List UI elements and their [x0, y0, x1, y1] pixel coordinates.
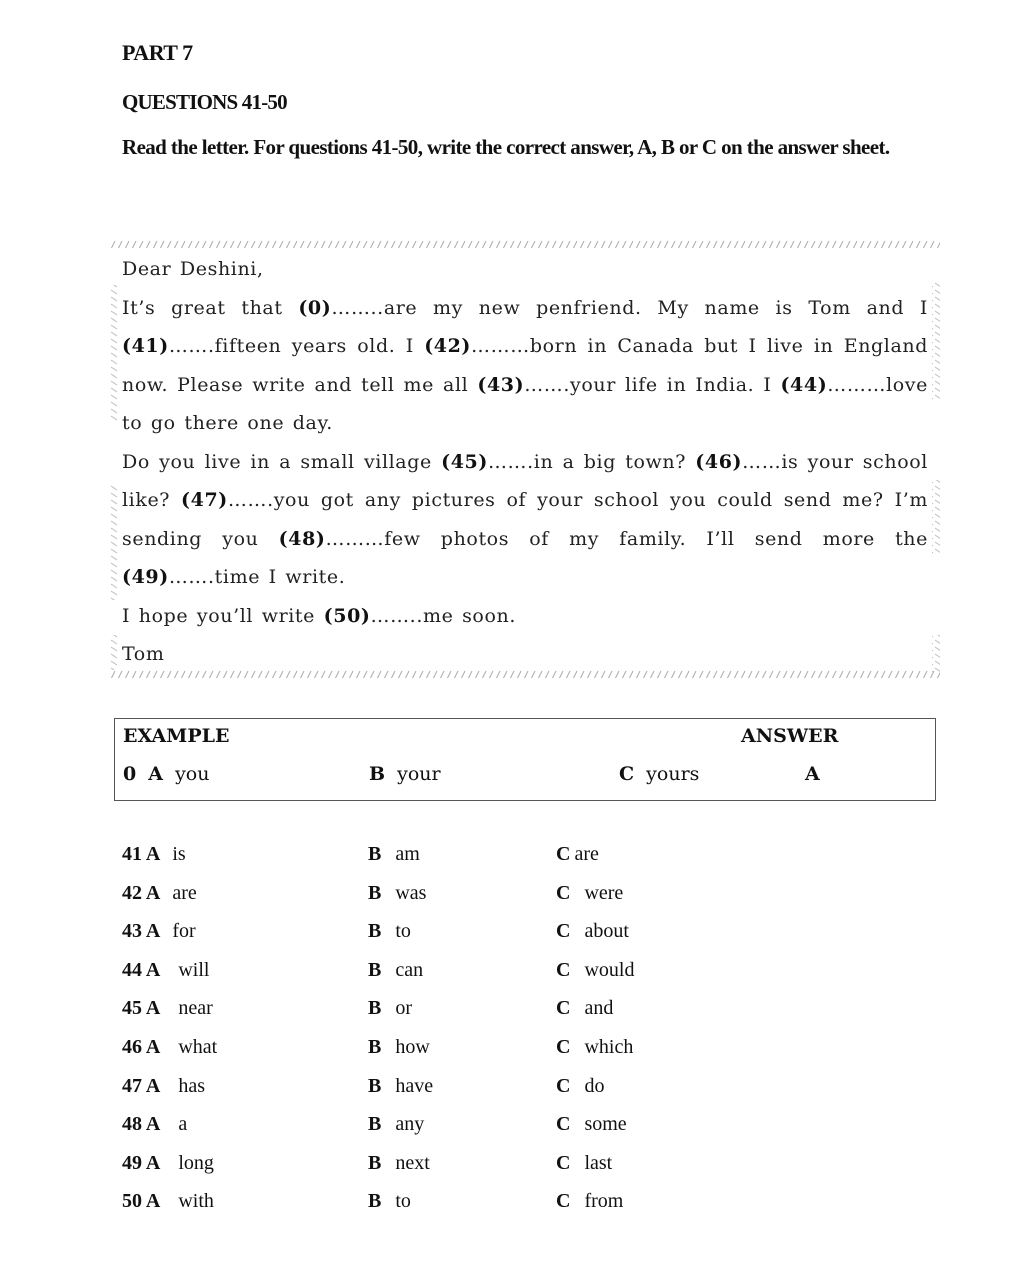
example-c-letter: C: [619, 763, 635, 785]
example-option-c: [619, 763, 705, 785]
option-b: [368, 1036, 430, 1059]
option-b-letter: B: [368, 1190, 382, 1212]
option-b-text: was: [395, 882, 427, 904]
example-a-text: you: [175, 763, 210, 785]
option-c: [556, 959, 634, 982]
question-number: 48 A: [122, 1113, 161, 1135]
option-c-letter: C: [556, 1190, 571, 1212]
questions-heading: QUESTIONS 41-50: [122, 90, 287, 114]
option-c-letter: C: [556, 882, 571, 904]
letter-text: It’s great that: [122, 296, 299, 319]
question-number: 42 A: [122, 882, 161, 904]
option-c-letter: C: [556, 1075, 571, 1097]
option-b-text: any: [395, 1113, 425, 1135]
question-number: 41 A: [122, 843, 161, 865]
option-a: [122, 1152, 214, 1175]
example-number: 0: [123, 763, 137, 785]
option-c-letter: C: [556, 920, 571, 942]
option-a-text: for: [172, 920, 196, 942]
option-c-letter: C: [556, 1113, 571, 1135]
option-a: [122, 1075, 205, 1098]
option-a: [122, 920, 196, 943]
option-b-letter: B: [368, 920, 382, 942]
option-b-letter: B: [368, 1113, 382, 1135]
gap-number: (47): [181, 489, 228, 511]
option-a: [122, 1190, 214, 1213]
option-c-letter: C: [556, 1152, 571, 1174]
option-c: [556, 1075, 604, 1098]
option-c: [556, 920, 629, 943]
option-a-text: is: [172, 843, 186, 865]
option-a: [122, 1113, 187, 1136]
option-c: [556, 1036, 633, 1059]
option-c: [556, 843, 599, 866]
question-number: 50 A: [122, 1190, 161, 1212]
option-b: [368, 843, 420, 866]
option-c: [556, 1152, 612, 1175]
option-c-text: from: [584, 1190, 624, 1212]
option-b: [368, 1152, 430, 1175]
option-b: [368, 920, 411, 943]
option-b-letter: B: [368, 843, 382, 865]
option-a: [122, 843, 186, 866]
letter-signoff: Tom: [122, 643, 165, 665]
option-a-text: will: [178, 959, 210, 981]
gap-number: (42): [424, 335, 472, 357]
option-a: [122, 1036, 217, 1059]
example-b-letter: B: [369, 763, 386, 785]
letter-text: …….your life in India. I: [524, 373, 781, 396]
example-c-text: yours: [646, 763, 700, 785]
option-b-letter: B: [368, 997, 382, 1019]
letter-text: ………love to go there one day.: [122, 373, 928, 434]
option-b-letter: B: [368, 1036, 382, 1058]
option-a-text: long: [178, 1152, 214, 1174]
option-b: [368, 959, 423, 982]
letter-text: …….you got any pictures of your school you could send me? I’m sending you: [122, 489, 928, 550]
part-title: PART 7: [122, 40, 193, 65]
instructions: Read the letter. For questions 41-50, write the correct answer, A, B or C on the answer sheet.: [122, 135, 890, 159]
gap-number: (44): [780, 373, 828, 396]
option-c-text: were: [584, 882, 624, 904]
example-heading: EXAMPLE: [123, 725, 230, 747]
example-option-b: [369, 763, 447, 785]
letter-text: ……..are my new penfriend. My name is Tom and I: [331, 296, 928, 319]
gap-number: (0): [298, 296, 332, 319]
letter-text: I hope you’ll write: [122, 604, 324, 627]
letter-text: ………born in Canada but I live in England now. Please write and tell me all: [122, 335, 929, 396]
option-a: [122, 882, 197, 905]
letter-text: ……is your school like?: [122, 450, 928, 511]
question-number: 47 A: [122, 1075, 161, 1097]
question-number: 45 A: [122, 997, 161, 1019]
option-b: [368, 882, 426, 905]
option-c-text: do: [584, 1075, 605, 1097]
option-c: [556, 1113, 627, 1136]
option-b-letter: B: [368, 1075, 382, 1097]
option-b-text: or: [395, 997, 413, 1019]
example-answer: A: [805, 763, 820, 785]
option-b: [368, 1190, 411, 1213]
option-c-text: last: [584, 1152, 613, 1174]
option-a-text: are: [172, 882, 197, 904]
option-b: [368, 997, 412, 1020]
option-b-letter: B: [368, 882, 382, 904]
gap-number: (43): [477, 373, 525, 396]
option-c-text: which: [584, 1036, 634, 1058]
example-b-text: your: [397, 763, 441, 785]
gap-number: (46): [695, 450, 743, 473]
option-b-text: am: [395, 843, 420, 865]
option-a-text: what: [178, 1036, 218, 1058]
question-number: 43 A: [122, 920, 161, 942]
option-c-text: and: [584, 997, 614, 1019]
option-c: [556, 997, 613, 1020]
answer-heading: ANSWER: [741, 725, 839, 747]
example-option-a: [123, 763, 216, 785]
letter-paragraph-1: [122, 289, 928, 443]
option-c-text: some: [584, 1113, 627, 1135]
option-c-text: about: [584, 920, 629, 942]
gap-number: (49): [122, 566, 169, 588]
option-c-letter: C: [556, 997, 571, 1019]
question-number: 46 A: [122, 1036, 161, 1058]
option-b-text: next: [395, 1152, 430, 1174]
gap-number: (41): [122, 335, 169, 357]
letter-greeting: Dear Deshini,: [122, 258, 264, 280]
option-b-text: how: [395, 1036, 430, 1058]
option-b-text: can: [395, 959, 424, 981]
example-box: [114, 718, 936, 801]
option-c-text: would: [584, 959, 635, 981]
example-a-letter: A: [148, 763, 164, 785]
letter-text: …….in a big town?: [487, 450, 696, 473]
letter-text: ……..me soon.: [370, 604, 516, 627]
option-b-text: to: [395, 920, 411, 942]
option-a: [122, 997, 213, 1020]
option-c-text: are: [574, 843, 599, 865]
letter-paragraph-2: [122, 443, 928, 597]
letter-text: ………few photos of my family. I’ll send more the: [325, 527, 928, 550]
option-c-letter: C: [556, 843, 571, 865]
gap-number: (50): [323, 604, 371, 627]
option-b-text: to: [395, 1190, 411, 1212]
option-b-letter: B: [368, 959, 382, 981]
option-a-text: a: [178, 1113, 188, 1135]
option-c-letter: C: [556, 1036, 571, 1058]
gap-number: (48): [278, 527, 326, 550]
option-b: [368, 1075, 433, 1098]
letter-text: Do you live in a small village: [122, 450, 442, 473]
option-b-text: have: [395, 1075, 434, 1097]
option-b-letter: B: [368, 1152, 382, 1174]
letter-text: …….fifteen years old. I: [168, 335, 425, 357]
option-c: [556, 882, 623, 905]
option-c: [556, 1190, 623, 1213]
letter-paragraph-3: [122, 597, 928, 636]
option-b: [368, 1113, 424, 1136]
option-a-text: with: [178, 1190, 214, 1212]
option-a: [122, 959, 209, 982]
option-c-letter: C: [556, 959, 571, 981]
question-number: 44 A: [122, 959, 161, 981]
option-a-text: near: [178, 997, 213, 1019]
option-a-text: has: [178, 1075, 206, 1097]
question-number: 49 A: [122, 1152, 161, 1174]
letter: [122, 250, 928, 674]
letter-text: …….time I write.: [168, 566, 346, 588]
gap-number: (45): [441, 450, 488, 473]
